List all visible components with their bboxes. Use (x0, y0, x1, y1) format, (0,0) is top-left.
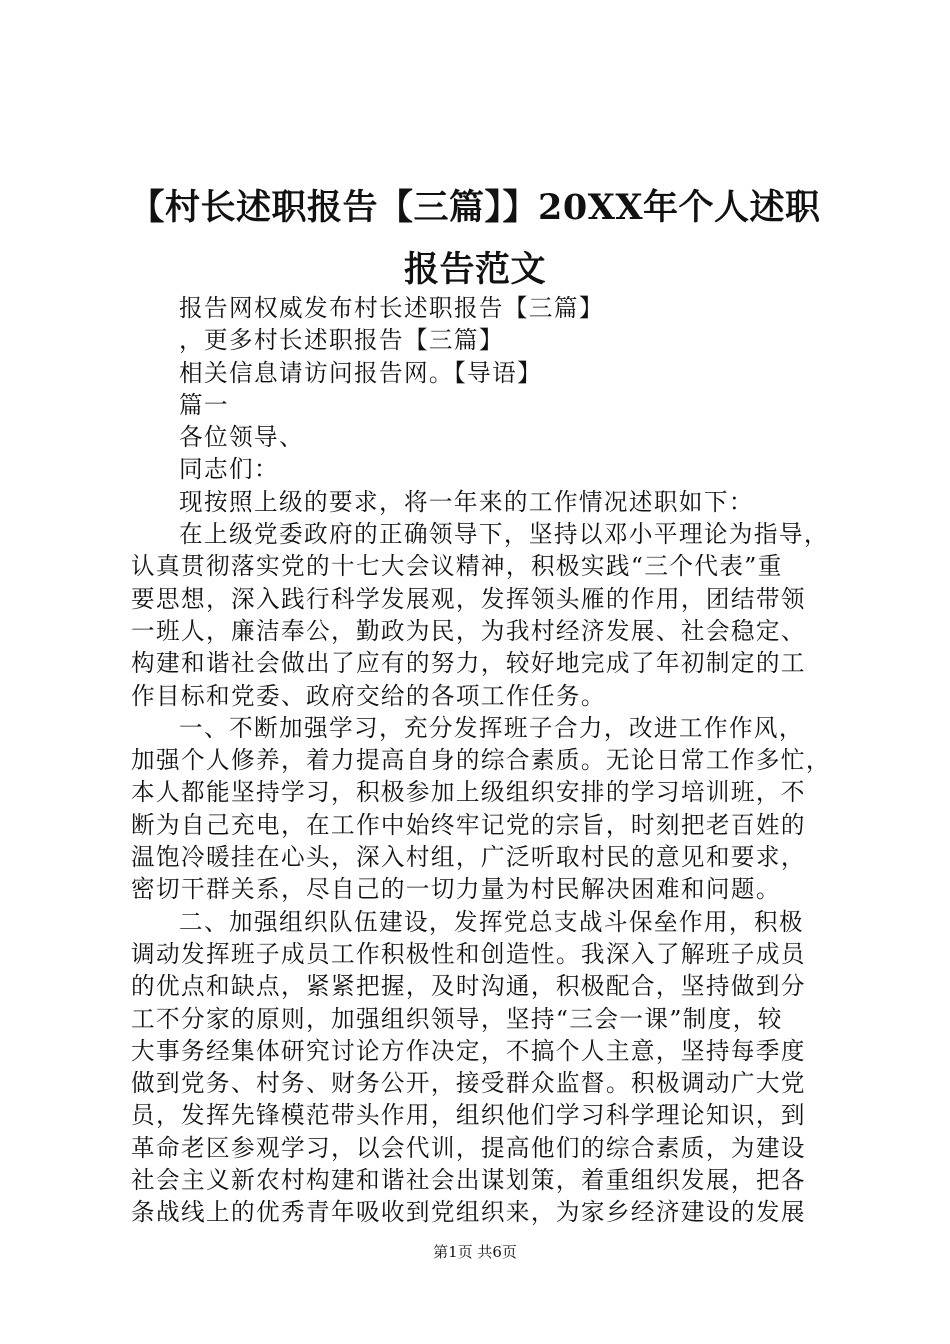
paragraph-line: 大事务经集体研究讨论方作决定，不搞个人主意，坚持每季度 (131, 1036, 806, 1065)
document-body (131, 292, 831, 1229)
paragraph-line: 在上级党委政府的正确领导下，坚持以邓小平理论为指导， (179, 520, 829, 549)
salutation-line: 各位领导、 (179, 423, 304, 452)
paragraph-line: 作目标和党委、政府交给的各项工作任务。 (131, 681, 606, 710)
paragraph-line: 本人都能坚持学习，积极参加上级组织安排的学习培训班，不 (131, 778, 806, 807)
paragraph-line: 加强个人修养，着力提高自身的综合素质。无论日常工作多忙， (131, 746, 831, 775)
paragraph-line: 做到党务、村务、财务公开，接受群众监督。积极调动广大党 (131, 1069, 806, 1098)
intro-line: ，更多村长述职报告【三篇】 (179, 326, 504, 355)
paragraph-line: 工不分家的原则，加强组织领导，坚持“三会一课”制度，较 (131, 1004, 783, 1033)
paragraph-line: 员，发挥先锋模范带头作用，组织他们学习科学理论知识，到 (131, 1101, 806, 1130)
paragraph-line: 认真贯彻落实党的十七大会议精神，积极实践“三个代表”重 (131, 552, 783, 581)
paragraph-line: 的优点和缺点，紧紧把握，及时沟通，积极配合，坚持做到分 (131, 972, 806, 1001)
paragraph-line: 断为自己充电，在工作中始终牢记党的宗旨，时刻把老百姓的 (131, 810, 806, 839)
intro-line: 相关信息请访问报告网。【导语】 (179, 358, 543, 387)
paragraph-line: 条战线上的优秀青年吸收到党组织来，为家乡经济建设的发展 (131, 1198, 806, 1227)
salutation-line: 同志们： (179, 455, 279, 484)
intro-line: 报告网权威发布村长述职报告【三篇】 (179, 294, 604, 322)
paragraph-line: 一班人，廉洁奉公，勤政为民，为我村经济发展、社会稳定、 (131, 616, 806, 645)
paragraph-line: 调动发挥班子成员工作积极性和创造性。我深入了解班子成员 (131, 939, 806, 968)
paragraph-line: 社会主义新农村构建和谐社会出谋划策，着重组织发展，把各 (131, 1166, 806, 1195)
paragraph-line: 构建和谐社会做出了应有的努力，较好地完成了年初制定的工 (131, 649, 806, 678)
paragraph-line: 温饱冷暖挂在心头，深入村组，广泛听取村民的意见和要求， (131, 843, 806, 872)
page-number-footer: 第1页 共6页 (433, 1243, 517, 1261)
section-heading: 篇一 (179, 390, 229, 419)
paragraph-line: 密切干群关系，尽自己的一切力量为村民解决困难和问题。 (131, 875, 781, 904)
paragraph-line: 二、加强组织队伍建设，发挥党总支战斗保垒作用，积极 (179, 907, 804, 936)
paragraph-line: 要思想，深入践行科学发展观，发挥领头雁的作用，团结带领 (131, 584, 806, 613)
intro-line: 现按照上级的要求，将一年来的工作情况述职如下： (179, 487, 754, 516)
document-title-line-1: 【村长述职报告【三篇】】20XX年个人述职 (129, 187, 821, 228)
paragraph-line: 革命老区参观学习，以会代训，提高他们的综合素质，为建设 (131, 1133, 806, 1162)
document-title-line-2: 报告范文 (403, 249, 546, 290)
paragraph-line: 一、不断加强学习，充分发挥班子合力，改进工作作风， (179, 713, 804, 742)
